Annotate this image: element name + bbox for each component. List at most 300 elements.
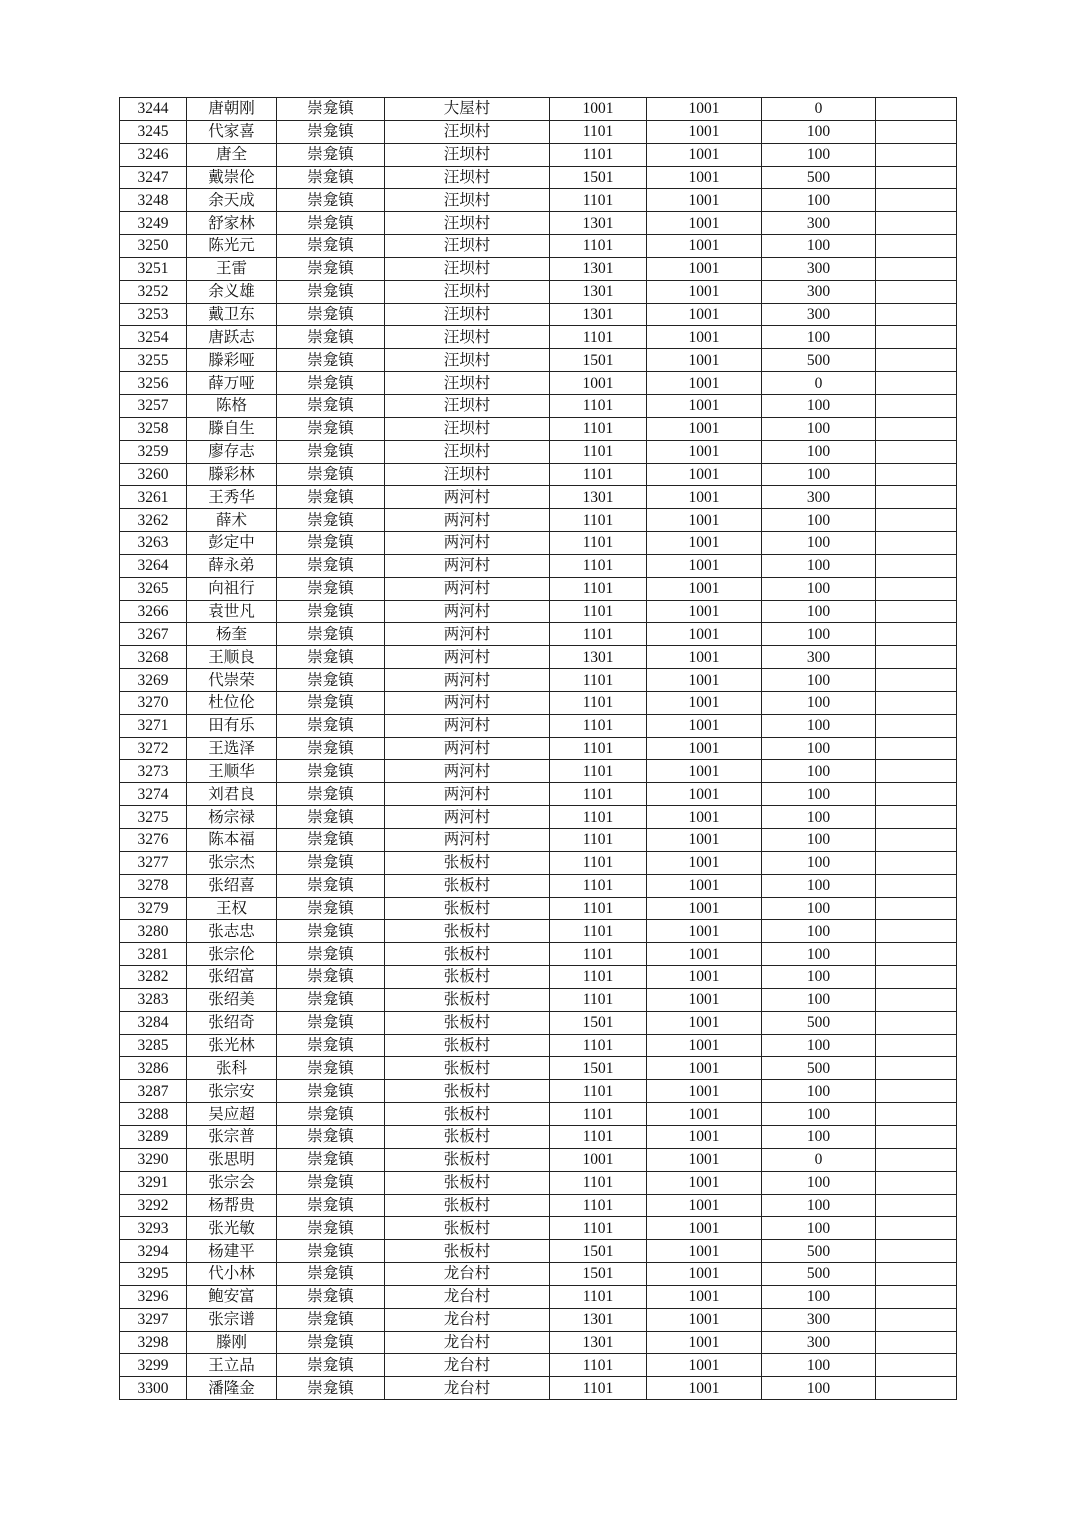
cell-value-b: 1001: [647, 280, 762, 303]
cell-name: 杨建平: [187, 1240, 277, 1263]
cell-village: 两河村: [385, 509, 550, 532]
cell-town: 崇龛镇: [277, 783, 385, 806]
cell-name: 王立品: [187, 1354, 277, 1377]
table-row: [120, 349, 957, 372]
cell-village: 汪坝村: [385, 143, 550, 166]
cell-value-c: 0: [762, 98, 876, 121]
table-row: [120, 257, 957, 280]
table-row: [120, 1011, 957, 1034]
cell-value-a: 1501: [550, 166, 647, 189]
cell-value-a: 1501: [550, 1057, 647, 1080]
table-row: [120, 486, 957, 509]
cell-value-b: 1001: [647, 623, 762, 646]
cell-value-c: 100: [762, 988, 876, 1011]
cell-value-c: 100: [762, 737, 876, 760]
cell-village: 两河村: [385, 669, 550, 692]
cell-value-c: 100: [762, 920, 876, 943]
table-row: [120, 760, 957, 783]
cell-village: 张板村: [385, 1080, 550, 1103]
cell-value-c: 100: [762, 806, 876, 829]
cell-town: 崇龛镇: [277, 988, 385, 1011]
table-row: [120, 669, 957, 692]
cell-value-a: 1001: [550, 372, 647, 395]
cell-town: 崇龛镇: [277, 326, 385, 349]
cell-village: 两河村: [385, 691, 550, 714]
cell-value-a: 1101: [550, 235, 647, 258]
cell-seq: 3273: [120, 760, 187, 783]
cell-value-c: 100: [762, 669, 876, 692]
cell-blank: [876, 120, 957, 143]
cell-blank: [876, 372, 957, 395]
cell-town: 崇龛镇: [277, 372, 385, 395]
cell-name: 代家喜: [187, 120, 277, 143]
cell-value-b: 1001: [647, 1354, 762, 1377]
cell-village: 汪坝村: [385, 257, 550, 280]
cell-value-c: 100: [762, 600, 876, 623]
cell-value-b: 1001: [647, 166, 762, 189]
cell-blank: [876, 98, 957, 121]
cell-value-c: 100: [762, 554, 876, 577]
cell-seq: 3287: [120, 1080, 187, 1103]
cell-value-a: 1101: [550, 829, 647, 852]
cell-town: 崇龛镇: [277, 897, 385, 920]
cell-town: 崇龛镇: [277, 737, 385, 760]
cell-value-b: 1001: [647, 783, 762, 806]
cell-value-a: 1101: [550, 1034, 647, 1057]
cell-town: 崇龛镇: [277, 1011, 385, 1034]
table-row: [120, 280, 957, 303]
cell-seq: 3258: [120, 417, 187, 440]
cell-seq: 3274: [120, 783, 187, 806]
cell-value-b: 1001: [647, 257, 762, 280]
table-row: [120, 646, 957, 669]
cell-blank: [876, 966, 957, 989]
table-row: [120, 1217, 957, 1240]
table-row: [120, 783, 957, 806]
cell-name: 张绍富: [187, 966, 277, 989]
cell-value-a: 1101: [550, 851, 647, 874]
cell-name: 余天成: [187, 189, 277, 212]
cell-value-a: 1101: [550, 920, 647, 943]
cell-name: 代小林: [187, 1263, 277, 1286]
table-row: [120, 1331, 957, 1354]
cell-blank: [876, 257, 957, 280]
cell-village: 汪坝村: [385, 417, 550, 440]
cell-village: 张板村: [385, 966, 550, 989]
table-body: [120, 98, 957, 1400]
cell-value-a: 1101: [550, 623, 647, 646]
cell-value-a: 1301: [550, 646, 647, 669]
cell-blank: [876, 1354, 957, 1377]
cell-value-a: 1101: [550, 783, 647, 806]
cell-value-a: 1301: [550, 1308, 647, 1331]
cell-value-a: 1001: [550, 98, 647, 121]
cell-value-b: 1001: [647, 486, 762, 509]
cell-value-c: 100: [762, 417, 876, 440]
cell-name: 戴卫东: [187, 303, 277, 326]
cell-value-b: 1001: [647, 988, 762, 1011]
cell-town: 崇龛镇: [277, 669, 385, 692]
cell-town: 崇龛镇: [277, 143, 385, 166]
cell-seq: 3281: [120, 943, 187, 966]
cell-value-a: 1301: [550, 212, 647, 235]
cell-value-a: 1101: [550, 509, 647, 532]
cell-town: 崇龛镇: [277, 1125, 385, 1148]
cell-value-c: 100: [762, 1103, 876, 1126]
cell-value-b: 1001: [647, 829, 762, 852]
cell-value-a: 1101: [550, 1354, 647, 1377]
cell-value-a: 1101: [550, 806, 647, 829]
cell-value-b: 1001: [647, 440, 762, 463]
table-row: [120, 326, 957, 349]
cell-value-b: 1001: [647, 417, 762, 440]
cell-town: 崇龛镇: [277, 874, 385, 897]
cell-town: 崇龛镇: [277, 1331, 385, 1354]
cell-seq: 3256: [120, 372, 187, 395]
cell-value-b: 1001: [647, 554, 762, 577]
cell-seq: 3285: [120, 1034, 187, 1057]
cell-seq: 3297: [120, 1308, 187, 1331]
cell-name: 张科: [187, 1057, 277, 1080]
cell-blank: [876, 920, 957, 943]
cell-blank: [876, 440, 957, 463]
table-row: [120, 189, 957, 212]
cell-seq: 3282: [120, 966, 187, 989]
cell-name: 王顺华: [187, 760, 277, 783]
cell-town: 崇龛镇: [277, 1194, 385, 1217]
cell-value-a: 1101: [550, 714, 647, 737]
table-row: [120, 463, 957, 486]
cell-village: 两河村: [385, 623, 550, 646]
cell-town: 崇龛镇: [277, 1171, 385, 1194]
cell-village: 张板村: [385, 1148, 550, 1171]
cell-value-b: 1001: [647, 303, 762, 326]
cell-town: 崇龛镇: [277, 1377, 385, 1400]
cell-value-b: 1001: [647, 874, 762, 897]
table-row: [120, 988, 957, 1011]
cell-value-c: 100: [762, 760, 876, 783]
cell-value-a: 1101: [550, 440, 647, 463]
cell-name: 滕彩林: [187, 463, 277, 486]
cell-blank: [876, 280, 957, 303]
cell-village: 龙台村: [385, 1263, 550, 1286]
cell-name: 陈光元: [187, 235, 277, 258]
cell-blank: [876, 1080, 957, 1103]
cell-seq: 3244: [120, 98, 187, 121]
cell-value-c: 100: [762, 120, 876, 143]
cell-blank: [876, 394, 957, 417]
table-row: [120, 1263, 957, 1286]
cell-seq: 3286: [120, 1057, 187, 1080]
cell-value-c: 100: [762, 577, 876, 600]
cell-village: 张板村: [385, 988, 550, 1011]
cell-name: 杨奎: [187, 623, 277, 646]
cell-town: 崇龛镇: [277, 943, 385, 966]
cell-value-c: 100: [762, 1034, 876, 1057]
cell-seq: 3277: [120, 851, 187, 874]
cell-name: 王选泽: [187, 737, 277, 760]
cell-value-a: 1101: [550, 189, 647, 212]
cell-seq: 3280: [120, 920, 187, 943]
cell-town: 崇龛镇: [277, 1308, 385, 1331]
cell-value-c: 100: [762, 783, 876, 806]
cell-town: 崇龛镇: [277, 1240, 385, 1263]
cell-value-b: 1001: [647, 1057, 762, 1080]
table-row: [120, 691, 957, 714]
cell-blank: [876, 1034, 957, 1057]
table-row: [120, 1377, 957, 1400]
cell-blank: [876, 1377, 957, 1400]
table-row: [120, 1080, 957, 1103]
cell-value-c: 300: [762, 1308, 876, 1331]
cell-value-a: 1101: [550, 326, 647, 349]
cell-value-a: 1501: [550, 1240, 647, 1263]
cell-value-b: 1001: [647, 326, 762, 349]
cell-blank: [876, 1194, 957, 1217]
cell-name: 薛万哑: [187, 372, 277, 395]
cell-seq: 3299: [120, 1354, 187, 1377]
cell-blank: [876, 623, 957, 646]
cell-value-a: 1101: [550, 417, 647, 440]
cell-seq: 3252: [120, 280, 187, 303]
cell-seq: 3250: [120, 235, 187, 258]
cell-seq: 3255: [120, 349, 187, 372]
cell-blank: [876, 1148, 957, 1171]
cell-blank: [876, 1171, 957, 1194]
cell-seq: 3296: [120, 1285, 187, 1308]
cell-blank: [876, 349, 957, 372]
cell-value-b: 1001: [647, 577, 762, 600]
cell-value-c: 100: [762, 966, 876, 989]
cell-value-b: 1001: [647, 1308, 762, 1331]
cell-blank: [876, 1308, 957, 1331]
cell-blank: [876, 600, 957, 623]
cell-value-c: 500: [762, 166, 876, 189]
cell-name: 杨帮贵: [187, 1194, 277, 1217]
cell-town: 崇龛镇: [277, 1103, 385, 1126]
cell-value-c: 100: [762, 851, 876, 874]
cell-name: 潘隆金: [187, 1377, 277, 1400]
cell-blank: [876, 851, 957, 874]
cell-village: 张板村: [385, 1011, 550, 1034]
table-row: [120, 394, 957, 417]
cell-value-b: 1001: [647, 212, 762, 235]
cell-name: 刘君良: [187, 783, 277, 806]
cell-value-c: 100: [762, 691, 876, 714]
cell-village: 两河村: [385, 806, 550, 829]
cell-value-c: 100: [762, 463, 876, 486]
cell-village: 张板村: [385, 1240, 550, 1263]
cell-value-a: 1101: [550, 463, 647, 486]
cell-value-b: 1001: [647, 1125, 762, 1148]
cell-seq: 3284: [120, 1011, 187, 1034]
table-row: [120, 943, 957, 966]
cell-value-c: 100: [762, 235, 876, 258]
cell-village: 汪坝村: [385, 120, 550, 143]
cell-name: 彭定中: [187, 532, 277, 555]
cell-value-b: 1001: [647, 966, 762, 989]
cell-town: 崇龛镇: [277, 646, 385, 669]
table-row: [120, 920, 957, 943]
cell-village: 张板村: [385, 920, 550, 943]
cell-value-b: 1001: [647, 1240, 762, 1263]
cell-seq: 3251: [120, 257, 187, 280]
cell-town: 崇龛镇: [277, 349, 385, 372]
cell-village: 大屋村: [385, 98, 550, 121]
cell-blank: [876, 577, 957, 600]
cell-name: 唐朝刚: [187, 98, 277, 121]
cell-seq: 3293: [120, 1217, 187, 1240]
cell-town: 崇龛镇: [277, 486, 385, 509]
cell-name: 张光敏: [187, 1217, 277, 1240]
cell-village: 汪坝村: [385, 394, 550, 417]
cell-blank: [876, 189, 957, 212]
cell-value-c: 300: [762, 280, 876, 303]
cell-value-b: 1001: [647, 509, 762, 532]
cell-seq: 3249: [120, 212, 187, 235]
cell-value-b: 1001: [647, 1285, 762, 1308]
cell-value-c: 100: [762, 440, 876, 463]
cell-seq: 3279: [120, 897, 187, 920]
table-row: [120, 417, 957, 440]
cell-town: 崇龛镇: [277, 417, 385, 440]
cell-seq: 3288: [120, 1103, 187, 1126]
cell-town: 崇龛镇: [277, 509, 385, 532]
cell-value-b: 1001: [647, 897, 762, 920]
cell-blank: [876, 486, 957, 509]
cell-village: 两河村: [385, 829, 550, 852]
cell-village: 汪坝村: [385, 463, 550, 486]
cell-blank: [876, 897, 957, 920]
cell-value-c: 100: [762, 874, 876, 897]
cell-village: 张板村: [385, 897, 550, 920]
cell-blank: [876, 1103, 957, 1126]
cell-seq: 3294: [120, 1240, 187, 1263]
cell-value-a: 1501: [550, 1011, 647, 1034]
cell-value-c: 500: [762, 349, 876, 372]
cell-name: 王秀华: [187, 486, 277, 509]
cell-blank: [876, 760, 957, 783]
cell-value-a: 1101: [550, 760, 647, 783]
cell-name: 唐全: [187, 143, 277, 166]
cell-village: 张板村: [385, 1057, 550, 1080]
cell-value-c: 100: [762, 1377, 876, 1400]
table-row: [120, 1148, 957, 1171]
cell-value-b: 1001: [647, 691, 762, 714]
cell-town: 崇龛镇: [277, 829, 385, 852]
table-row: [120, 1103, 957, 1126]
cell-value-c: 300: [762, 212, 876, 235]
cell-blank: [876, 806, 957, 829]
cell-seq: 3300: [120, 1377, 187, 1400]
cell-value-c: 100: [762, 394, 876, 417]
cell-seq: 3291: [120, 1171, 187, 1194]
table-row: [120, 120, 957, 143]
cell-name: 张绍美: [187, 988, 277, 1011]
cell-village: 张板村: [385, 1125, 550, 1148]
cell-value-c: 300: [762, 257, 876, 280]
table-row: [120, 897, 957, 920]
cell-value-c: 100: [762, 943, 876, 966]
table-row: [120, 714, 957, 737]
cell-seq: 3245: [120, 120, 187, 143]
cell-town: 崇龛镇: [277, 600, 385, 623]
table-row: [120, 1034, 957, 1057]
cell-blank: [876, 1331, 957, 1354]
cell-value-b: 1001: [647, 1034, 762, 1057]
cell-value-b: 1001: [647, 600, 762, 623]
cell-seq: 3298: [120, 1331, 187, 1354]
cell-seq: 3261: [120, 486, 187, 509]
cell-name: 舒家林: [187, 212, 277, 235]
cell-town: 崇龛镇: [277, 463, 385, 486]
cell-name: 吴应超: [187, 1103, 277, 1126]
cell-value-a: 1101: [550, 966, 647, 989]
cell-blank: [876, 326, 957, 349]
cell-blank: [876, 166, 957, 189]
cell-blank: [876, 509, 957, 532]
cell-town: 崇龛镇: [277, 120, 385, 143]
table-row: [120, 440, 957, 463]
cell-seq: 3271: [120, 714, 187, 737]
cell-blank: [876, 1217, 957, 1240]
cell-town: 崇龛镇: [277, 440, 385, 463]
table-row: [120, 1285, 957, 1308]
cell-value-a: 1101: [550, 1171, 647, 1194]
cell-town: 崇龛镇: [277, 1263, 385, 1286]
cell-name: 张绍喜: [187, 874, 277, 897]
cell-village: 两河村: [385, 486, 550, 509]
cell-town: 崇龛镇: [277, 98, 385, 121]
cell-village: 两河村: [385, 760, 550, 783]
cell-value-a: 1101: [550, 1285, 647, 1308]
cell-value-c: 100: [762, 509, 876, 532]
cell-seq: 3290: [120, 1148, 187, 1171]
cell-seq: 3292: [120, 1194, 187, 1217]
cell-blank: [876, 783, 957, 806]
cell-village: 张板村: [385, 943, 550, 966]
cell-name: 薛术: [187, 509, 277, 532]
cell-name: 滕刚: [187, 1331, 277, 1354]
cell-village: 张板村: [385, 874, 550, 897]
cell-name: 张宗伦: [187, 943, 277, 966]
cell-name: 张宗会: [187, 1171, 277, 1194]
cell-value-a: 1101: [550, 577, 647, 600]
cell-value-b: 1001: [647, 394, 762, 417]
table-row: [120, 874, 957, 897]
cell-value-b: 1001: [647, 669, 762, 692]
table-row: [120, 166, 957, 189]
cell-town: 崇龛镇: [277, 714, 385, 737]
cell-value-a: 1101: [550, 394, 647, 417]
cell-value-b: 1001: [647, 851, 762, 874]
cell-value-c: 100: [762, 897, 876, 920]
cell-seq: 3264: [120, 554, 187, 577]
cell-value-a: 1101: [550, 532, 647, 555]
cell-town: 崇龛镇: [277, 691, 385, 714]
cell-blank: [876, 646, 957, 669]
cell-name: 杨宗禄: [187, 806, 277, 829]
cell-blank: [876, 1057, 957, 1080]
cell-blank: [876, 417, 957, 440]
cell-blank: [876, 235, 957, 258]
cell-value-b: 1001: [647, 235, 762, 258]
cell-value-b: 1001: [647, 1011, 762, 1034]
cell-value-a: 1101: [550, 1125, 647, 1148]
cell-name: 张志忠: [187, 920, 277, 943]
cell-value-b: 1001: [647, 1148, 762, 1171]
table-row: [120, 1171, 957, 1194]
